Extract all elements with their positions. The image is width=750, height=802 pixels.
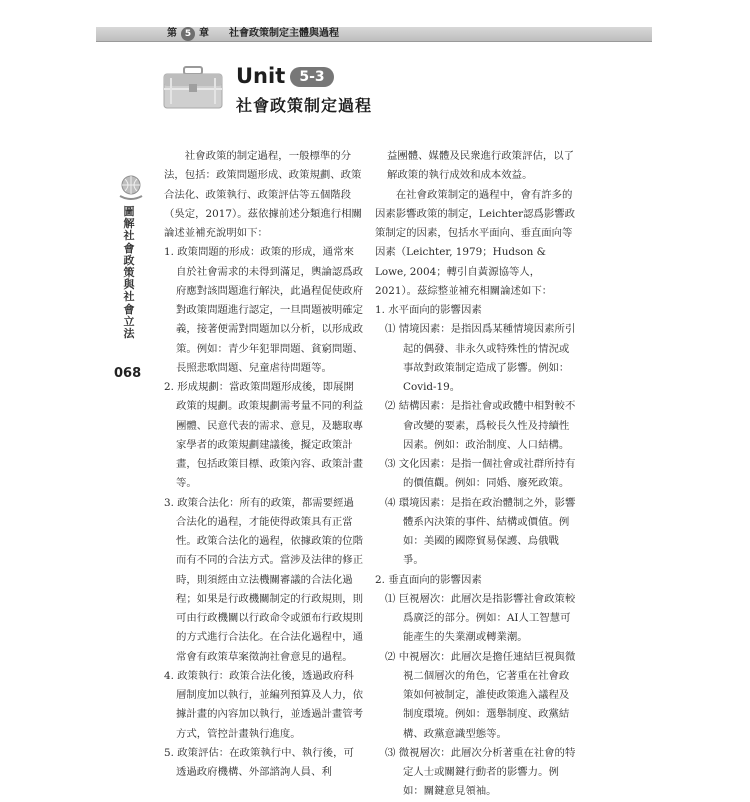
chapter-title: 社會政策制定主體與過程 bbox=[229, 28, 339, 39]
sub-list-item: ⑷ 環境因素：是指在政治體制之外，影響體系內決策的事件、結構或價值。例如：美國的國際貿易保護、烏俄戰爭。 bbox=[385, 496, 576, 567]
intro-paragraph: 社會政策的制定過程，一般標準的分法，包括：政策問題形成、政策規劃、政策合法化、政策執行、政策評估等五個階段（吳定，2017）。茲依據前述分類進行相關論述並補充說明如下： bbox=[164, 150, 362, 239]
book-title-vertical: 圖解社會政策與社會立法 bbox=[123, 205, 135, 341]
right-text-column bbox=[375, 147, 577, 802]
continued-paragraph: 益團體、媒體及民衆進行政策評估，以了解政策的執行成效和成本效益。 bbox=[387, 150, 575, 182]
factors-intro-paragraph: 在社會政策制定的過程中，會有許多的因素影響政策的制定，Leichter認爲影響政策制定的因素，包括水平面向、垂直面向等因素（Leichter, 1979；Hudson & Lowe, 2004；轉引自黃源協等人，2021）。茲綜整並補充相關論述如下： bbox=[375, 188, 576, 297]
sub-list-item: ⑴ 巨視層次：此層次是指影響社會政策較爲廣泛的部分。例如：AI人工智慧可能產生的失業潮或轉業潮。 bbox=[385, 592, 576, 644]
header-divider bbox=[96, 41, 652, 42]
page-number: 068 bbox=[114, 366, 142, 381]
section-heading: 1. 水平面向的影響因素 bbox=[375, 304, 482, 316]
section-heading: 2. 垂直面向的影響因素 bbox=[375, 573, 482, 586]
briefcase-icon bbox=[162, 66, 224, 112]
globe-icon bbox=[116, 172, 146, 202]
list-item: 3. 政策合法化：所有的政策，都需要經過合法化的過程，才能使得政策具有正當性。政策合法化的過程，依據政策的位階而有不同的合法方式。當涉及法律的修正時，則須經由立法機關審議的合法化過程；如果是行政機關制定的行政規則，則可由行政機關以行政命令或頒布行政規則的方式進行合法化。在合法化過程中，通常會有政策草案徵詢社會意見的過程。 bbox=[164, 496, 364, 663]
list-item: 1. 政策問題的形成：政策的形成，通常來自於社會需求的未得到滿足，輿論認爲政府應對該問題進行解決，此過程促使政府對政策問題進行認定，一旦問題被明確定義，接著便需對問題加以分析，以形成政策。例如：青少年犯罪問題、貧窮問題、長照悲歌問題、兒童虐待問題等。 bbox=[164, 246, 364, 374]
sub-list-item: ⑵ 中視層次：此層次是擔任連結巨視與微視二個層次的角色，它著重在社會政策如何被制定，誰使政策進入議程及制度環境。例如：選舉制度、政黨結構、政黨意識型態等。 bbox=[385, 650, 576, 740]
unit-title: 社會政策制定過程 bbox=[236, 96, 373, 115]
left-text-column bbox=[164, 147, 364, 782]
chapter-number-badge: 5 bbox=[181, 27, 195, 41]
unit-number-badge: 5-3 bbox=[290, 67, 334, 87]
unit-label: Unit bbox=[236, 64, 286, 88]
chapter-suffix: 章 bbox=[199, 28, 209, 39]
sub-list-item: ⑵ 結構因素：是指社會或政體中相對較不會改變的要素，爲較長久性及持續性因素。例如：政治制度、人口結構。 bbox=[385, 400, 576, 451]
list-item: 5. 政策評估：在政策執行中、執行後，可透過政府機構、外部諮詢人員、利 bbox=[164, 746, 354, 778]
chapter-header-band bbox=[96, 27, 652, 41]
chapter-prefix: 第 bbox=[167, 28, 177, 39]
list-item: 2. 形成規劃：當政策問題形成後，即展開政策的規劃。政策規劃需考量不同的利益團體、民意代表的需求、意見，及聽取專家學者的政策規劃建議後，擬定政策計畫，包括政策目標、政策內容、政策計畫等。 bbox=[164, 381, 364, 490]
sub-list-item: ⑶ 文化因素：是指一個社會或社群所持有的價值觀。例如：同婚、廢死政策。 bbox=[385, 458, 576, 490]
sub-list-item: ⑶ 微視層次：此層次分析著重在社會的特定人士或關鍵行動者的影響力。例如：關鍵意見領袖。 bbox=[385, 746, 576, 798]
sub-list-item: ⑴ 情境因素：是指因爲某種情境因素所引起的偶發、非永久或特殊性的情況或事故對政策制定造成了影響。例如：Covid-19。 bbox=[385, 323, 576, 393]
list-item: 4. 政策執行：政策合法化後，透過政府科層制度加以執行，並編列預算及人力，依據計畫的內容加以執行，並透過計畫管考方式，管控計畫執行進度。 bbox=[164, 669, 364, 740]
